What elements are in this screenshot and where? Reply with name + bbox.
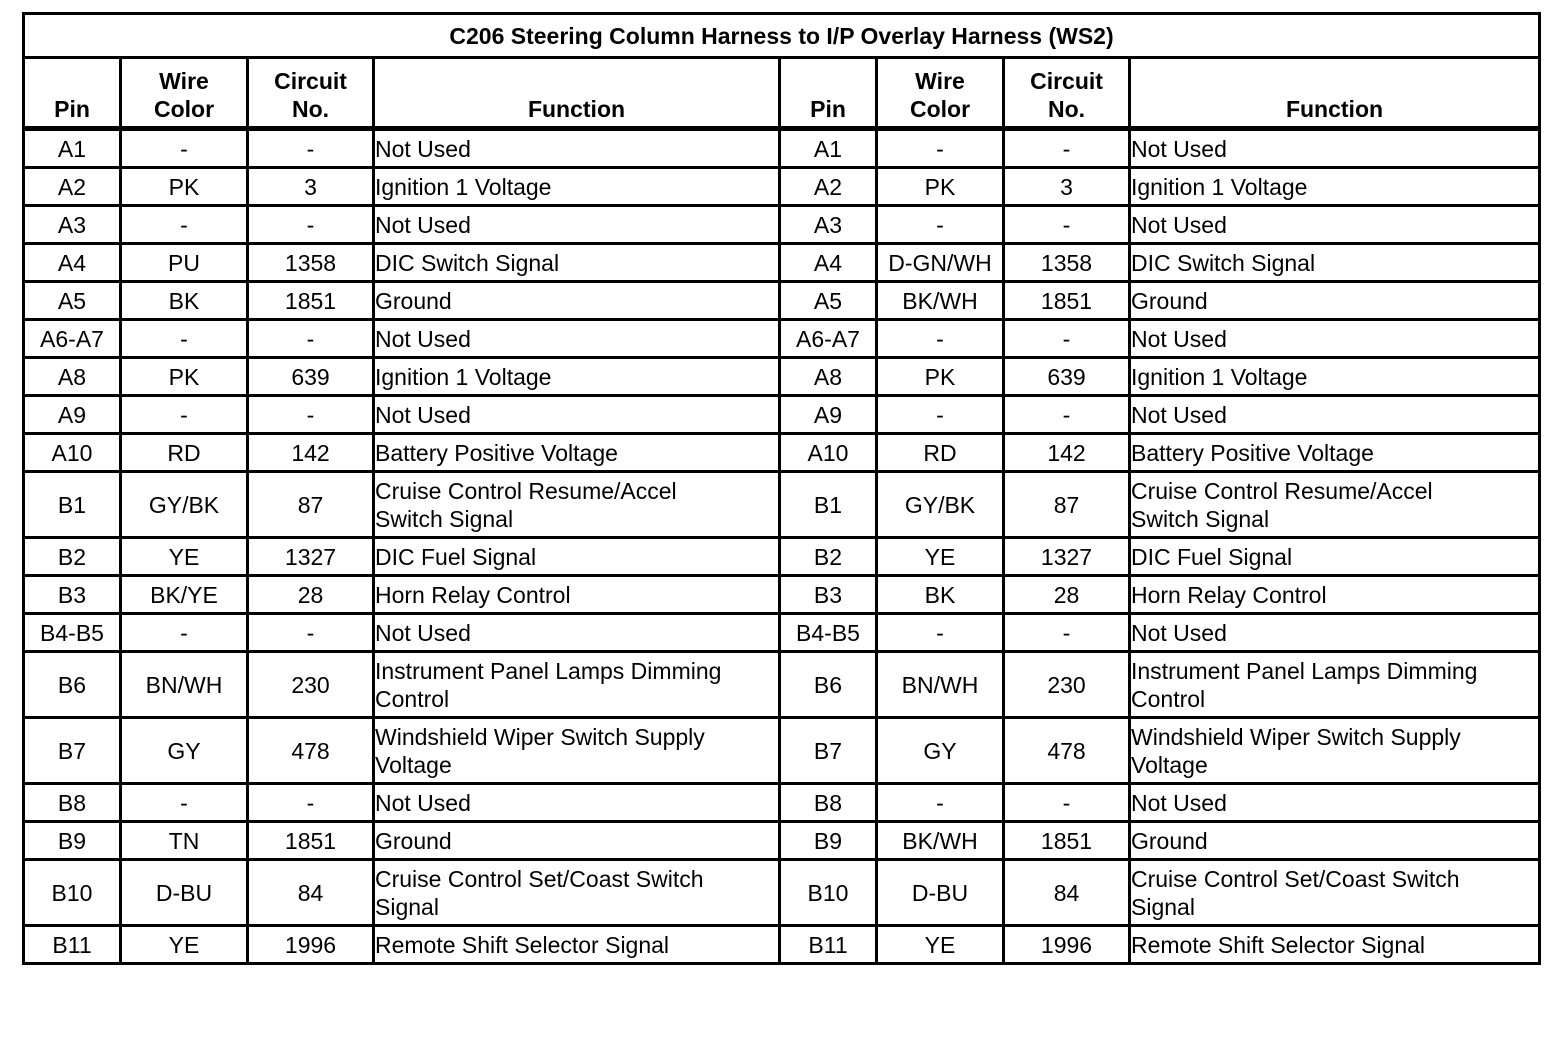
function-line: Not Used <box>1131 619 1227 646</box>
function-cell <box>1130 358 1540 396</box>
header-pin: Pin <box>780 58 877 129</box>
table-row <box>24 434 1540 472</box>
function-cell <box>374 538 780 576</box>
circuit-no-cell: 1851 <box>1004 282 1130 320</box>
circuit-no-cell: 478 <box>248 718 374 784</box>
function-line: Ground <box>1131 827 1208 854</box>
function-line: Not Used <box>1131 211 1227 238</box>
circuit-no-cell: 1851 <box>248 282 374 320</box>
wire-color-cell: D-GN/WH <box>877 244 1004 282</box>
circuit-no-cell: 639 <box>1004 358 1130 396</box>
circuit-no-cell: 1358 <box>1004 244 1130 282</box>
circuit-no-cell: 28 <box>248 576 374 614</box>
function-line: Not Used <box>1131 789 1227 816</box>
function-cell <box>374 282 780 320</box>
function-line: Cruise Control Resume/Accel <box>375 477 677 504</box>
function-cell <box>1130 129 1540 168</box>
circuit-no-cell: 87 <box>248 472 374 538</box>
function-cell <box>1130 822 1540 860</box>
wire-color-cell: RD <box>877 434 1004 472</box>
function-cell <box>1130 718 1540 784</box>
pin-cell: A6-A7 <box>780 320 877 358</box>
wire-color-cell: GY/BK <box>877 472 1004 538</box>
pin-cell: B3 <box>24 576 121 614</box>
wire-color-cell: PU <box>121 244 248 282</box>
function-cell <box>1130 244 1540 282</box>
header-pin: Pin <box>24 58 121 129</box>
function-line: Ignition 1 Voltage <box>375 173 552 200</box>
function-line: Ignition 1 Voltage <box>1131 173 1308 200</box>
function-line: Instrument Panel Lamps Dimming <box>1131 657 1478 684</box>
circuit-no-cell: - <box>248 396 374 434</box>
wire-color-cell: - <box>121 320 248 358</box>
circuit-no-cell: 84 <box>1004 860 1130 926</box>
circuit-no-cell: - <box>1004 129 1130 168</box>
circuit-no-cell: - <box>248 129 374 168</box>
header-wire-color: Wire Color <box>877 58 1004 129</box>
wire-color-cell: BK/WH <box>877 282 1004 320</box>
circuit-no-cell: 142 <box>1004 434 1130 472</box>
function-line: Voltage <box>375 751 452 778</box>
function-line: DIC Fuel Signal <box>1131 543 1293 570</box>
function-line: DIC Switch Signal <box>1131 249 1316 276</box>
pin-cell: A4 <box>24 244 121 282</box>
function-line: Not Used <box>1131 135 1227 162</box>
circuit-no-cell: 1996 <box>248 926 374 964</box>
function-cell <box>374 129 780 168</box>
wire-color-cell: PK <box>121 358 248 396</box>
function-line: Switch Signal <box>1131 505 1270 532</box>
function-line: Cruise Control Set/Coast Switch <box>1131 865 1460 892</box>
wire-color-cell: - <box>877 206 1004 244</box>
function-cell <box>1130 434 1540 472</box>
function-cell <box>374 576 780 614</box>
header-circuit-no: Circuit No. <box>1004 58 1130 129</box>
circuit-no-cell: 1327 <box>1004 538 1130 576</box>
wire-color-cell: YE <box>877 926 1004 964</box>
wire-color-cell: - <box>877 784 1004 822</box>
pin-cell: A4 <box>780 244 877 282</box>
function-cell <box>1130 784 1540 822</box>
table-row <box>24 206 1540 244</box>
function-line: Remote Shift Selector Signal <box>1131 931 1426 958</box>
pin-cell: A3 <box>780 206 877 244</box>
function-cell <box>374 718 780 784</box>
pin-cell: B8 <box>780 784 877 822</box>
pin-cell: B4-B5 <box>780 614 877 652</box>
wire-color-cell: GY <box>877 718 1004 784</box>
table-row <box>24 718 1540 784</box>
pin-cell: A10 <box>24 434 121 472</box>
function-line: Not Used <box>375 619 471 646</box>
pin-cell: A1 <box>24 129 121 168</box>
pin-cell: A2 <box>24 168 121 206</box>
wire-color-cell: YE <box>877 538 1004 576</box>
circuit-no-cell: 87 <box>1004 472 1130 538</box>
wire-color-cell: BN/WH <box>877 652 1004 718</box>
pin-cell: A9 <box>780 396 877 434</box>
function-cell <box>374 434 780 472</box>
wire-color-cell: - <box>877 320 1004 358</box>
function-line: Not Used <box>375 135 471 162</box>
table-row <box>24 129 1540 168</box>
pin-cell: B3 <box>780 576 877 614</box>
table-row <box>24 168 1540 206</box>
function-line: Battery Positive Voltage <box>375 439 618 466</box>
function-cell <box>1130 168 1540 206</box>
function-line: Not Used <box>1131 325 1227 352</box>
wire-color-cell: - <box>877 396 1004 434</box>
pin-cell: B7 <box>780 718 877 784</box>
circuit-no-cell: 1996 <box>1004 926 1130 964</box>
pin-cell: A8 <box>24 358 121 396</box>
pin-cell: B9 <box>780 822 877 860</box>
pin-cell: B11 <box>24 926 121 964</box>
circuit-no-cell: - <box>248 784 374 822</box>
circuit-no-cell: 230 <box>248 652 374 718</box>
function-line: Switch Signal <box>375 505 514 532</box>
function-cell <box>1130 652 1540 718</box>
wire-color-cell: YE <box>121 538 248 576</box>
circuit-no-cell: - <box>1004 614 1130 652</box>
function-cell <box>374 320 780 358</box>
pin-cell: B10 <box>780 860 877 926</box>
pin-cell: B2 <box>780 538 877 576</box>
circuit-no-cell: - <box>1004 396 1130 434</box>
circuit-no-cell: 3 <box>248 168 374 206</box>
circuit-no-cell: - <box>1004 320 1130 358</box>
function-line: Not Used <box>375 211 471 238</box>
function-cell <box>1130 614 1540 652</box>
pin-cell: B6 <box>24 652 121 718</box>
pin-cell: A8 <box>780 358 877 396</box>
pin-cell: A5 <box>780 282 877 320</box>
function-line: Windshield Wiper Switch Supply <box>1131 723 1461 750</box>
table-row <box>24 320 1540 358</box>
function-line: Horn Relay Control <box>375 581 571 608</box>
function-cell <box>374 206 780 244</box>
pin-cell: A6-A7 <box>24 320 121 358</box>
table-title: C206 Steering Column Harness to I/P Overlay Harness (WS2) <box>24 14 1540 58</box>
function-cell <box>374 244 780 282</box>
function-line: DIC Fuel Signal <box>375 543 537 570</box>
function-cell <box>1130 320 1540 358</box>
pin-cell: A5 <box>24 282 121 320</box>
wire-color-cell: D-BU <box>877 860 1004 926</box>
connector-pinout-table <box>22 12 1541 965</box>
function-cell <box>374 472 780 538</box>
pin-cell: A10 <box>780 434 877 472</box>
function-line: DIC Switch Signal <box>375 249 560 276</box>
function-cell <box>374 396 780 434</box>
pin-cell: A2 <box>780 168 877 206</box>
circuit-no-cell: 639 <box>248 358 374 396</box>
function-cell <box>374 652 780 718</box>
table-row <box>24 784 1540 822</box>
circuit-no-cell: 3 <box>1004 168 1130 206</box>
header-circuit-no: Circuit No. <box>248 58 374 129</box>
function-line: Windshield Wiper Switch Supply <box>375 723 705 750</box>
wire-color-cell: BK <box>121 282 248 320</box>
function-cell <box>1130 396 1540 434</box>
function-line: Ground <box>375 827 452 854</box>
function-line: Battery Positive Voltage <box>1131 439 1374 466</box>
function-line: Not Used <box>375 325 471 352</box>
function-line: Voltage <box>1131 751 1208 778</box>
function-cell <box>1130 860 1540 926</box>
function-cell <box>1130 206 1540 244</box>
circuit-no-cell: - <box>248 206 374 244</box>
circuit-no-cell: 1358 <box>248 244 374 282</box>
wire-color-cell: TN <box>121 822 248 860</box>
table-row <box>24 282 1540 320</box>
header-function: Function <box>1130 58 1540 129</box>
circuit-no-cell: 28 <box>1004 576 1130 614</box>
function-cell <box>1130 472 1540 538</box>
function-line: Not Used <box>1131 401 1227 428</box>
function-line: Ignition 1 Voltage <box>1131 363 1308 390</box>
function-cell <box>374 358 780 396</box>
wire-color-cell: - <box>121 396 248 434</box>
wire-color-cell: - <box>877 129 1004 168</box>
function-line: Control <box>1131 685 1206 712</box>
function-line: Cruise Control Resume/Accel <box>1131 477 1433 504</box>
wire-color-cell: - <box>121 206 248 244</box>
wire-color-cell: - <box>121 784 248 822</box>
table-row <box>24 472 1540 538</box>
pin-cell: B8 <box>24 784 121 822</box>
function-line: Ignition 1 Voltage <box>375 363 552 390</box>
function-cell <box>374 822 780 860</box>
wire-color-cell: - <box>121 614 248 652</box>
function-cell <box>374 926 780 964</box>
wire-color-cell: PK <box>121 168 248 206</box>
circuit-no-cell: 1851 <box>1004 822 1130 860</box>
function-cell <box>1130 926 1540 964</box>
pin-cell: B6 <box>780 652 877 718</box>
circuit-no-cell: - <box>1004 206 1130 244</box>
wire-color-cell: PK <box>877 168 1004 206</box>
wire-color-cell: BK <box>877 576 1004 614</box>
circuit-no-cell: 1851 <box>248 822 374 860</box>
wire-color-cell: GY <box>121 718 248 784</box>
circuit-no-cell: 478 <box>1004 718 1130 784</box>
circuit-no-cell: - <box>248 614 374 652</box>
pin-cell: B4-B5 <box>24 614 121 652</box>
table-row <box>24 614 1540 652</box>
table-row <box>24 538 1540 576</box>
wire-color-cell: RD <box>121 434 248 472</box>
function-line: Signal <box>375 893 439 920</box>
wire-color-cell: PK <box>877 358 1004 396</box>
wire-color-cell: D-BU <box>121 860 248 926</box>
function-line: Signal <box>1131 893 1195 920</box>
wire-color-cell: YE <box>121 926 248 964</box>
pin-cell: B2 <box>24 538 121 576</box>
table-row <box>24 926 1540 964</box>
function-cell <box>1130 282 1540 320</box>
circuit-no-cell: 1327 <box>248 538 374 576</box>
header-function: Function <box>374 58 780 129</box>
circuit-no-cell: 230 <box>1004 652 1130 718</box>
pin-cell: B7 <box>24 718 121 784</box>
function-cell <box>374 860 780 926</box>
circuit-no-cell: - <box>248 320 374 358</box>
function-cell <box>1130 576 1540 614</box>
function-line: Instrument Panel Lamps Dimming <box>375 657 722 684</box>
pin-cell: B1 <box>780 472 877 538</box>
table-row <box>24 652 1540 718</box>
circuit-no-cell: 84 <box>248 860 374 926</box>
wire-color-cell: BK/YE <box>121 576 248 614</box>
pin-cell: B1 <box>24 472 121 538</box>
column-header-row <box>24 58 1540 129</box>
pin-cell: A1 <box>780 129 877 168</box>
circuit-no-cell: - <box>1004 784 1130 822</box>
table-row <box>24 860 1540 926</box>
function-line: Ground <box>375 287 452 314</box>
wire-color-cell: BN/WH <box>121 652 248 718</box>
function-line: Not Used <box>375 401 471 428</box>
circuit-no-cell: 142 <box>248 434 374 472</box>
function-line: Not Used <box>375 789 471 816</box>
wire-color-cell: GY/BK <box>121 472 248 538</box>
table-row <box>24 358 1540 396</box>
function-line: Control <box>375 685 450 712</box>
table-row <box>24 576 1540 614</box>
pin-cell: B10 <box>24 860 121 926</box>
function-cell <box>1130 538 1540 576</box>
function-line: Remote Shift Selector Signal <box>375 931 670 958</box>
wire-color-cell: - <box>121 129 248 168</box>
function-line: Horn Relay Control <box>1131 581 1327 608</box>
wire-color-cell: BK/WH <box>877 822 1004 860</box>
pin-cell: B9 <box>24 822 121 860</box>
function-cell <box>374 168 780 206</box>
header-wire-color: Wire Color <box>121 58 248 129</box>
table-row <box>24 244 1540 282</box>
function-line: Ground <box>1131 287 1208 314</box>
function-cell <box>374 614 780 652</box>
pin-cell: A3 <box>24 206 121 244</box>
table-row <box>24 822 1540 860</box>
pin-cell: B11 <box>780 926 877 964</box>
function-cell <box>374 784 780 822</box>
wire-color-cell: - <box>877 614 1004 652</box>
table-row <box>24 396 1540 434</box>
pin-cell: A9 <box>24 396 121 434</box>
function-line: Cruise Control Set/Coast Switch <box>375 865 704 892</box>
